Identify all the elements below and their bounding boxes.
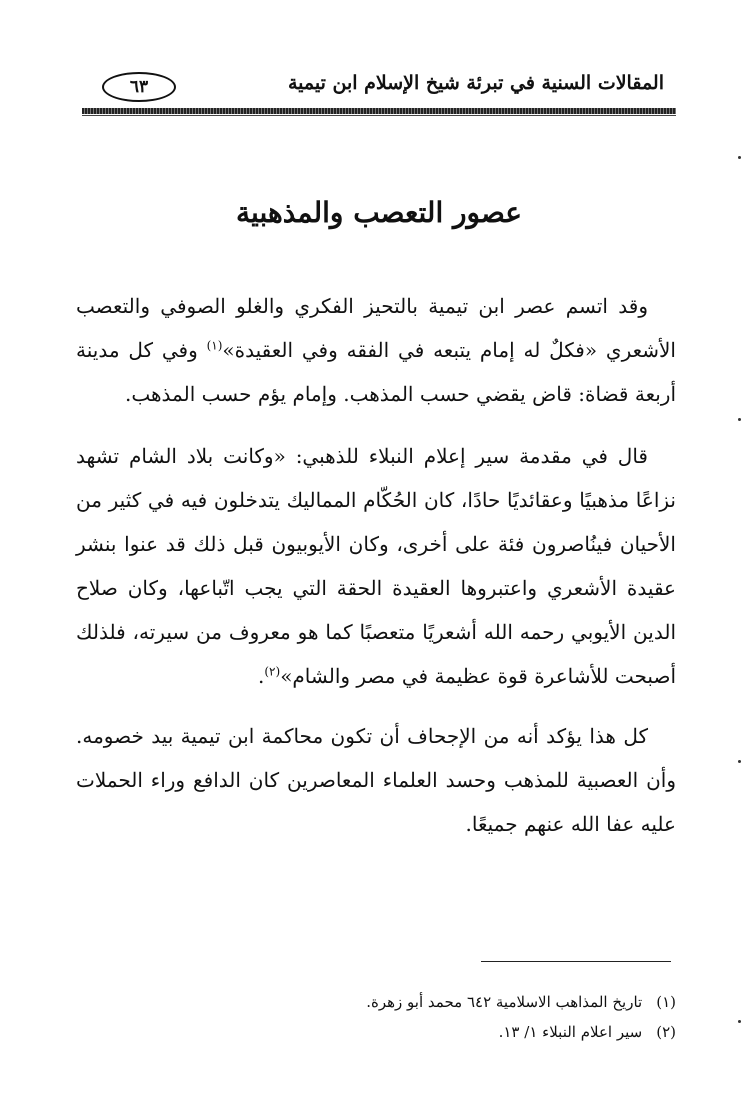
body-text	[76, 284, 676, 862]
footnote	[76, 1017, 676, 1047]
margin-dot	[738, 760, 741, 763]
running-header	[82, 66, 672, 106]
paragraph-text: .	[258, 664, 265, 688]
footnote-separator	[481, 961, 671, 962]
margin-dot	[738, 418, 741, 421]
header-rule-thin	[82, 115, 676, 116]
header-rule	[82, 108, 676, 114]
paragraph-text: وفي كل مدينة أربعة قضاة: قاض يقضي حسب المذهب. وإمام يؤم حسب المذهب.	[76, 338, 676, 406]
footnote-mark: (٢)	[656, 1023, 676, 1041]
paragraph-text: قال في مقدمة سير إعلام النبلاء للذهبي: «وكانت بلاد الشام تشهد نزاعًا مذهبيًا وعقائديًا حادًا، كان الحُكّام المماليك يتدخلون فيه في كثير من الأحيان فينُاصرون فئة على أخرى، وكان الأيوبيون قبل ذلك قد عنوا بنشر عقيدة الأشعري واعتبروها العقيدة الحقة التي يجب اتّباعها، وكان صلاح الدين الأيوبي رحمه الله أشعريًا متعصبًا كما هو معروف من سيرته، فلذلك أصبحت للأشاعرة قوة عظيمة في مصر والشام»	[76, 444, 676, 688]
footnote-ref: (٢)	[264, 664, 281, 679]
footnotes	[76, 987, 676, 1047]
footnote	[76, 987, 676, 1017]
chapter-title: عصور التعصب والمذهبية	[236, 196, 522, 229]
paragraph	[76, 714, 676, 846]
footnote-text: سير اعلام النبلاء ١/ ١٣.	[498, 1023, 643, 1041]
margin-dot	[738, 156, 741, 159]
footnote-mark: (١)	[656, 993, 676, 1011]
running-header-title: المقالات السنية في تبرئة شيخ الإسلام ابن تيمية	[287, 72, 664, 94]
margin-dot	[738, 1020, 741, 1023]
paragraph-text: وقد اتسم عصر ابن تيمية بالتحيز الفكري والغلو الصوفي والتعصب الأشعري «فكلٌ له إمام يتبعه في الفقه وفي العقيدة»	[76, 294, 676, 362]
footnote-ref: (١)	[206, 338, 223, 353]
paragraph-text: كل هذا يؤكد أنه من الإجحاف أن تكون محاكمة ابن تيمية بيد خصومه. وأن العصبية للمذهب وحسد العلماء المعاصرين كان الدافع وراء الحملات عليه عفا الله عنهم جميعًا.	[76, 724, 676, 836]
page-number-badge: ٦٣	[102, 72, 176, 102]
paragraph	[76, 434, 676, 698]
footnote-text: تاريخ المذاهب الاسلامية ٦٤٢ محمد أبو زهرة.	[366, 993, 643, 1011]
paragraph	[76, 284, 676, 416]
